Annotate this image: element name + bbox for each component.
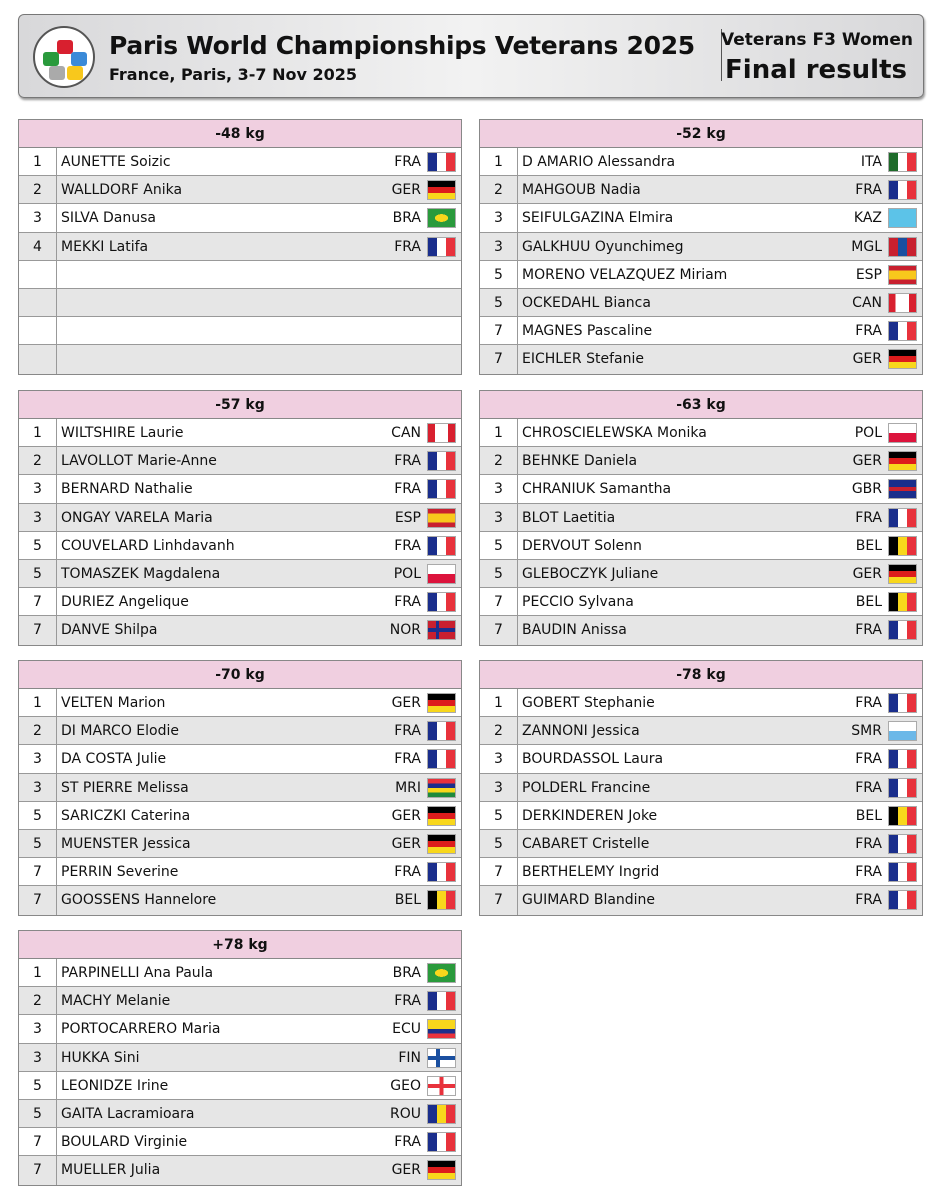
flag-icon bbox=[888, 806, 917, 826]
rank: 7 bbox=[19, 1156, 57, 1184]
result-row bbox=[19, 447, 461, 475]
athlete-name bbox=[57, 317, 455, 344]
rank: 5 bbox=[19, 802, 57, 829]
result-row bbox=[19, 959, 461, 987]
weight-category-table bbox=[18, 930, 462, 1186]
athlete-name: MACHY Melanie bbox=[61, 993, 171, 1010]
flag-icon bbox=[427, 1019, 456, 1039]
athlete-name: CHRANIUK Samantha bbox=[522, 481, 672, 498]
result-row bbox=[19, 1156, 461, 1184]
country-code: CAN bbox=[391, 425, 421, 441]
country-code: KAZ bbox=[853, 210, 882, 227]
rank bbox=[19, 345, 57, 373]
athlete-name: GAITA Lacramioara bbox=[61, 1105, 195, 1122]
athlete-name: MUELLER Julia bbox=[61, 1162, 161, 1179]
result-row bbox=[480, 858, 922, 886]
athlete-name: DERKINDEREN Joke bbox=[522, 807, 658, 824]
result-row bbox=[480, 447, 922, 475]
result-row bbox=[19, 1044, 461, 1072]
rank bbox=[19, 289, 57, 316]
result-row bbox=[19, 532, 461, 560]
rank bbox=[19, 317, 57, 344]
rank: 3 bbox=[19, 504, 57, 531]
result-row bbox=[19, 745, 461, 773]
athlete-name: GUIMARD Blandine bbox=[522, 892, 656, 909]
flag-icon bbox=[427, 479, 456, 499]
country-code: FRA bbox=[394, 481, 421, 498]
result-row bbox=[480, 233, 922, 261]
flag-icon bbox=[888, 693, 917, 713]
rank: 2 bbox=[480, 717, 518, 744]
result-row bbox=[480, 802, 922, 830]
result-row bbox=[480, 886, 922, 914]
flag-icon bbox=[888, 508, 917, 528]
athlete-name bbox=[57, 289, 455, 316]
result-row bbox=[19, 419, 461, 447]
athlete-name: SEIFULGAZINA Elmira bbox=[522, 210, 674, 227]
rank: 3 bbox=[19, 475, 57, 502]
athlete-name: BERNARD Nathalie bbox=[61, 481, 193, 498]
result-row bbox=[19, 717, 461, 745]
weight-category-header: -78 kg bbox=[480, 661, 922, 689]
rank: 3 bbox=[19, 1015, 57, 1042]
rank: 5 bbox=[480, 261, 518, 288]
rank: 7 bbox=[480, 317, 518, 344]
country-code: FRA bbox=[855, 509, 882, 526]
rank: 2 bbox=[19, 176, 57, 203]
result-row bbox=[19, 560, 461, 588]
athlete-name: MEKKI Latifa bbox=[61, 238, 149, 255]
result-row bbox=[480, 830, 922, 858]
flag-icon bbox=[427, 1104, 456, 1124]
result-row bbox=[19, 233, 461, 261]
country-code: GER bbox=[391, 835, 421, 852]
rank: 7 bbox=[19, 858, 57, 885]
athlete-name: DI MARCO Elodie bbox=[61, 723, 179, 740]
athlete-name: SILVA Danusa bbox=[61, 210, 156, 227]
flag-icon bbox=[427, 152, 456, 172]
country-code: GER bbox=[852, 453, 882, 470]
result-row bbox=[19, 475, 461, 503]
athlete-name: BERTHELEMY Ingrid bbox=[522, 864, 660, 881]
flag-icon bbox=[427, 208, 456, 228]
country-code: FRA bbox=[855, 751, 882, 768]
country-code: BEL bbox=[855, 537, 882, 554]
athlete-name: PERRIN Severine bbox=[61, 864, 179, 881]
rank: 7 bbox=[480, 886, 518, 914]
athlete-name: VELTEN Marion bbox=[61, 695, 166, 711]
result-row bbox=[480, 148, 922, 176]
result-row bbox=[19, 774, 461, 802]
flag-icon bbox=[427, 536, 456, 556]
athlete-name: BOULARD Virginie bbox=[61, 1134, 188, 1151]
rank: 4 bbox=[19, 233, 57, 260]
result-row bbox=[480, 261, 922, 289]
country-code: SMR bbox=[851, 723, 882, 740]
results-status: Final results bbox=[725, 55, 907, 85]
country-code: FRA bbox=[394, 154, 421, 170]
rank: 7 bbox=[19, 886, 57, 914]
country-code: GBR bbox=[851, 481, 882, 498]
result-row bbox=[480, 504, 922, 532]
flag-icon bbox=[427, 749, 456, 769]
country-code: FRA bbox=[394, 723, 421, 740]
result-row bbox=[19, 802, 461, 830]
result-row bbox=[480, 475, 922, 503]
athlete-name: MUENSTER Jessica bbox=[61, 835, 191, 852]
rank: 3 bbox=[480, 233, 518, 260]
result-row bbox=[480, 317, 922, 345]
country-code: GER bbox=[391, 695, 421, 711]
rank: 1 bbox=[19, 689, 57, 716]
result-row bbox=[19, 176, 461, 204]
result-row bbox=[480, 717, 922, 745]
rank: 1 bbox=[480, 148, 518, 175]
flag-icon bbox=[427, 721, 456, 741]
flag-icon bbox=[427, 180, 456, 200]
flag-icon bbox=[427, 237, 456, 257]
country-code: BEL bbox=[394, 892, 421, 909]
rank: 1 bbox=[19, 959, 57, 986]
athlete-name: EICHLER Stefanie bbox=[522, 351, 644, 368]
rank: 5 bbox=[480, 560, 518, 587]
event-subtitle: France, Paris, 3-7 Nov 2025 bbox=[109, 65, 357, 84]
rank: 5 bbox=[480, 830, 518, 857]
rank: 3 bbox=[19, 204, 57, 231]
country-code: GER bbox=[391, 807, 421, 824]
result-row bbox=[19, 1128, 461, 1156]
rank: 1 bbox=[19, 148, 57, 175]
result-row bbox=[19, 1100, 461, 1128]
rank: 3 bbox=[480, 774, 518, 801]
weight-category-table bbox=[479, 390, 923, 646]
country-code: GER bbox=[852, 565, 882, 582]
rank: 2 bbox=[19, 447, 57, 474]
athlete-name: BLOT Laetitia bbox=[522, 509, 616, 526]
weight-category-header: -70 kg bbox=[19, 661, 461, 689]
rank: 7 bbox=[19, 616, 57, 644]
athlete-name: CABARET Cristelle bbox=[522, 835, 650, 852]
result-row bbox=[480, 774, 922, 802]
weight-category-table bbox=[18, 660, 462, 916]
rank bbox=[19, 261, 57, 288]
country-code bbox=[455, 317, 461, 344]
flag-icon bbox=[427, 1048, 456, 1068]
country-code: ESP bbox=[394, 509, 421, 526]
result-row bbox=[19, 148, 461, 176]
result-row bbox=[19, 504, 461, 532]
result-row bbox=[480, 588, 922, 616]
athlete-name: PECCIO Sylvana bbox=[522, 594, 634, 611]
result-row bbox=[480, 689, 922, 717]
result-row bbox=[19, 345, 461, 373]
athlete-name: GOBERT Stephanie bbox=[522, 695, 655, 711]
country-code: FRA bbox=[855, 622, 882, 639]
result-row bbox=[480, 419, 922, 447]
rank: 1 bbox=[480, 689, 518, 716]
country-code: FRA bbox=[394, 238, 421, 255]
country-code: BRA bbox=[392, 965, 421, 981]
country-code: BEL bbox=[855, 807, 882, 824]
flag-icon bbox=[427, 1132, 456, 1152]
weight-category-header: -52 kg bbox=[480, 120, 922, 148]
country-code: ROU bbox=[390, 1105, 421, 1122]
flag-icon bbox=[427, 620, 456, 640]
flag-icon bbox=[427, 508, 456, 528]
result-row bbox=[19, 1072, 461, 1100]
rank: 3 bbox=[19, 774, 57, 801]
rank: 7 bbox=[480, 588, 518, 615]
result-row bbox=[19, 204, 461, 232]
country-code: GER bbox=[391, 1162, 421, 1179]
result-row bbox=[19, 588, 461, 616]
athlete-name: COUVELARD Linhdavanh bbox=[61, 537, 235, 554]
rank: 1 bbox=[19, 419, 57, 446]
result-row bbox=[19, 689, 461, 717]
flag-icon bbox=[427, 890, 456, 910]
athlete-name: LEONIDZE Irine bbox=[61, 1077, 169, 1094]
flag-icon bbox=[888, 564, 917, 584]
flag-icon bbox=[888, 721, 917, 741]
athlete-name: DURIEZ Angelique bbox=[61, 594, 189, 611]
country-code: FRA bbox=[855, 779, 882, 796]
athlete-name: D AMARIO Alessandra bbox=[522, 154, 676, 170]
rank: 2 bbox=[19, 987, 57, 1014]
country-code: FRA bbox=[394, 993, 421, 1010]
athlete-name: ONGAY VARELA Maria bbox=[61, 509, 213, 526]
country-code: ESP bbox=[855, 266, 882, 283]
rank: 3 bbox=[480, 204, 518, 231]
country-code: FRA bbox=[394, 864, 421, 881]
country-code: ITA bbox=[860, 154, 882, 170]
country-code: FIN bbox=[398, 1049, 421, 1066]
country-code: NOR bbox=[389, 622, 421, 639]
header-banner bbox=[18, 14, 924, 98]
country-code: FRA bbox=[855, 323, 882, 340]
country-code: FRA bbox=[394, 751, 421, 768]
country-code: ECU bbox=[392, 1021, 421, 1038]
rank: 7 bbox=[19, 1128, 57, 1155]
rank: 5 bbox=[19, 560, 57, 587]
flag-icon bbox=[888, 293, 917, 313]
country-code: GER bbox=[852, 351, 882, 368]
athlete-name: MAHGOUB Nadia bbox=[522, 182, 641, 199]
athlete-name: MORENO VELAZQUEZ Miriam bbox=[522, 266, 728, 283]
result-row bbox=[480, 532, 922, 560]
flag-icon bbox=[427, 862, 456, 882]
event-title: Paris World Championships Veterans 2025 bbox=[109, 31, 695, 60]
athlete-name: PORTOCARRERO Maria bbox=[61, 1021, 221, 1038]
rank: 3 bbox=[480, 745, 518, 772]
rank: 5 bbox=[480, 532, 518, 559]
flag-icon bbox=[888, 862, 917, 882]
country-code: POL bbox=[393, 565, 421, 582]
country-code: FRA bbox=[855, 864, 882, 881]
result-row bbox=[480, 560, 922, 588]
result-row bbox=[19, 261, 461, 289]
rank: 2 bbox=[19, 717, 57, 744]
result-row bbox=[19, 317, 461, 345]
athlete-name: ZANNONI Jessica bbox=[522, 723, 640, 740]
flag-icon bbox=[888, 536, 917, 556]
flag-icon bbox=[427, 1160, 456, 1180]
category-label: Veterans F3 Women bbox=[721, 30, 913, 50]
flag-icon bbox=[427, 451, 456, 471]
athlete-name: WALLDORF Anika bbox=[61, 182, 183, 199]
athlete-name: DANVE Shilpa bbox=[61, 622, 158, 639]
country-code: FRA bbox=[855, 182, 882, 199]
country-code bbox=[455, 345, 461, 373]
result-row bbox=[19, 858, 461, 886]
weight-category-header: -48 kg bbox=[19, 120, 461, 148]
flag-icon bbox=[888, 152, 917, 172]
athlete-name: GALKHUU Oyunchimeg bbox=[522, 238, 684, 255]
result-row bbox=[480, 289, 922, 317]
result-row bbox=[19, 616, 461, 644]
flag-icon bbox=[427, 778, 456, 798]
result-row bbox=[480, 204, 922, 232]
flag-icon bbox=[888, 208, 917, 228]
rank: 5 bbox=[480, 289, 518, 316]
country-code: FRA bbox=[855, 892, 882, 909]
flag-icon bbox=[427, 1076, 456, 1096]
result-row bbox=[480, 745, 922, 773]
weight-category-table bbox=[18, 390, 462, 646]
country-code: FRA bbox=[855, 695, 882, 711]
flag-icon bbox=[427, 991, 456, 1011]
rank: 5 bbox=[19, 532, 57, 559]
athlete-name: SARICZKI Caterina bbox=[61, 807, 191, 824]
flag-icon bbox=[888, 620, 917, 640]
athlete-name: BOURDASSOL Laura bbox=[522, 751, 664, 768]
athlete-name: PARPINELLI Ana Paula bbox=[61, 965, 214, 981]
athlete-name: DA COSTA Julie bbox=[61, 751, 167, 768]
rank: 5 bbox=[19, 1072, 57, 1099]
rank: 2 bbox=[480, 447, 518, 474]
flag-icon bbox=[888, 265, 917, 285]
athlete-name: WILTSHIRE Laurie bbox=[61, 425, 184, 441]
country-code: FRA bbox=[394, 594, 421, 611]
athlete-name: OCKEDAHL Bianca bbox=[522, 294, 651, 311]
rank: 3 bbox=[19, 745, 57, 772]
athlete-name: GLEBOCZYK Juliane bbox=[522, 565, 659, 582]
athlete-name: BAUDIN Anissa bbox=[522, 622, 627, 639]
flag-icon bbox=[427, 564, 456, 584]
country-code: GER bbox=[391, 182, 421, 199]
athlete-name: BEHNKE Daniela bbox=[522, 453, 638, 470]
athlete-name: POLDERL Francine bbox=[522, 779, 651, 796]
result-row bbox=[480, 345, 922, 373]
flag-icon bbox=[427, 963, 456, 983]
flag-icon bbox=[888, 451, 917, 471]
rank: 7 bbox=[19, 588, 57, 615]
flag-icon bbox=[427, 806, 456, 826]
athlete-name bbox=[57, 261, 455, 288]
country-code: MRI bbox=[395, 779, 421, 796]
athlete-name: TOMASZEK Magdalena bbox=[61, 565, 221, 582]
result-row bbox=[480, 176, 922, 204]
athlete-name bbox=[57, 345, 455, 373]
result-row bbox=[480, 616, 922, 644]
athlete-name: ST PIERRE Melissa bbox=[61, 779, 189, 796]
flag-icon bbox=[888, 749, 917, 769]
result-row bbox=[19, 289, 461, 317]
rank: 7 bbox=[480, 345, 518, 373]
country-code: FRA bbox=[394, 453, 421, 470]
rank: 3 bbox=[480, 475, 518, 502]
rank: 5 bbox=[19, 830, 57, 857]
rank: 1 bbox=[480, 419, 518, 446]
country-code: BRA bbox=[392, 210, 421, 227]
country-code: FRA bbox=[394, 1134, 421, 1151]
flag-icon bbox=[888, 592, 917, 612]
rank: 3 bbox=[19, 1044, 57, 1071]
rank: 7 bbox=[480, 858, 518, 885]
country-code: BEL bbox=[855, 594, 882, 611]
athlete-name: HUKKA Sini bbox=[61, 1049, 140, 1066]
result-row bbox=[19, 987, 461, 1015]
athlete-name: LAVOLLOT Marie-Anne bbox=[61, 453, 217, 470]
flag-icon bbox=[888, 321, 917, 341]
flag-icon bbox=[888, 479, 917, 499]
ijf-logo bbox=[33, 26, 95, 88]
country-code: POL bbox=[854, 425, 882, 441]
flag-icon bbox=[888, 778, 917, 798]
weight-category-header: -63 kg bbox=[480, 391, 922, 419]
athlete-name: AUNETTE Soizic bbox=[61, 154, 171, 170]
rank: 2 bbox=[480, 176, 518, 203]
country-code bbox=[455, 289, 461, 316]
flag-icon bbox=[888, 423, 917, 443]
country-code: MGL bbox=[851, 238, 882, 255]
weight-category-table bbox=[479, 119, 923, 375]
result-row bbox=[19, 1015, 461, 1043]
athlete-name: DERVOUT Solenn bbox=[522, 537, 642, 554]
rank: 5 bbox=[19, 1100, 57, 1127]
country-code: CAN bbox=[852, 294, 882, 311]
flag-icon bbox=[427, 423, 456, 443]
flag-icon bbox=[427, 834, 456, 854]
result-row bbox=[19, 886, 461, 914]
country-code: FRA bbox=[394, 537, 421, 554]
country-code: GEO bbox=[390, 1077, 421, 1094]
flag-icon bbox=[888, 834, 917, 854]
flag-icon bbox=[888, 890, 917, 910]
weight-category-table bbox=[479, 660, 923, 916]
athlete-name: MAGNES Pascaline bbox=[522, 323, 653, 340]
rank: 3 bbox=[480, 504, 518, 531]
rank: 5 bbox=[480, 802, 518, 829]
flag-icon bbox=[888, 180, 917, 200]
rank: 7 bbox=[480, 616, 518, 644]
flag-icon bbox=[888, 349, 917, 369]
weight-category-header: +78 kg bbox=[19, 931, 461, 959]
flag-icon bbox=[888, 237, 917, 257]
flag-icon bbox=[427, 693, 456, 713]
weight-category-header: -57 kg bbox=[19, 391, 461, 419]
country-code bbox=[455, 261, 461, 288]
weight-category-table bbox=[18, 119, 462, 375]
athlete-name: CHROSCIELEWSKA Monika bbox=[522, 425, 707, 441]
result-row bbox=[19, 830, 461, 858]
flag-icon bbox=[427, 592, 456, 612]
athlete-name: GOOSSENS Hannelore bbox=[61, 892, 217, 909]
country-code: FRA bbox=[855, 835, 882, 852]
